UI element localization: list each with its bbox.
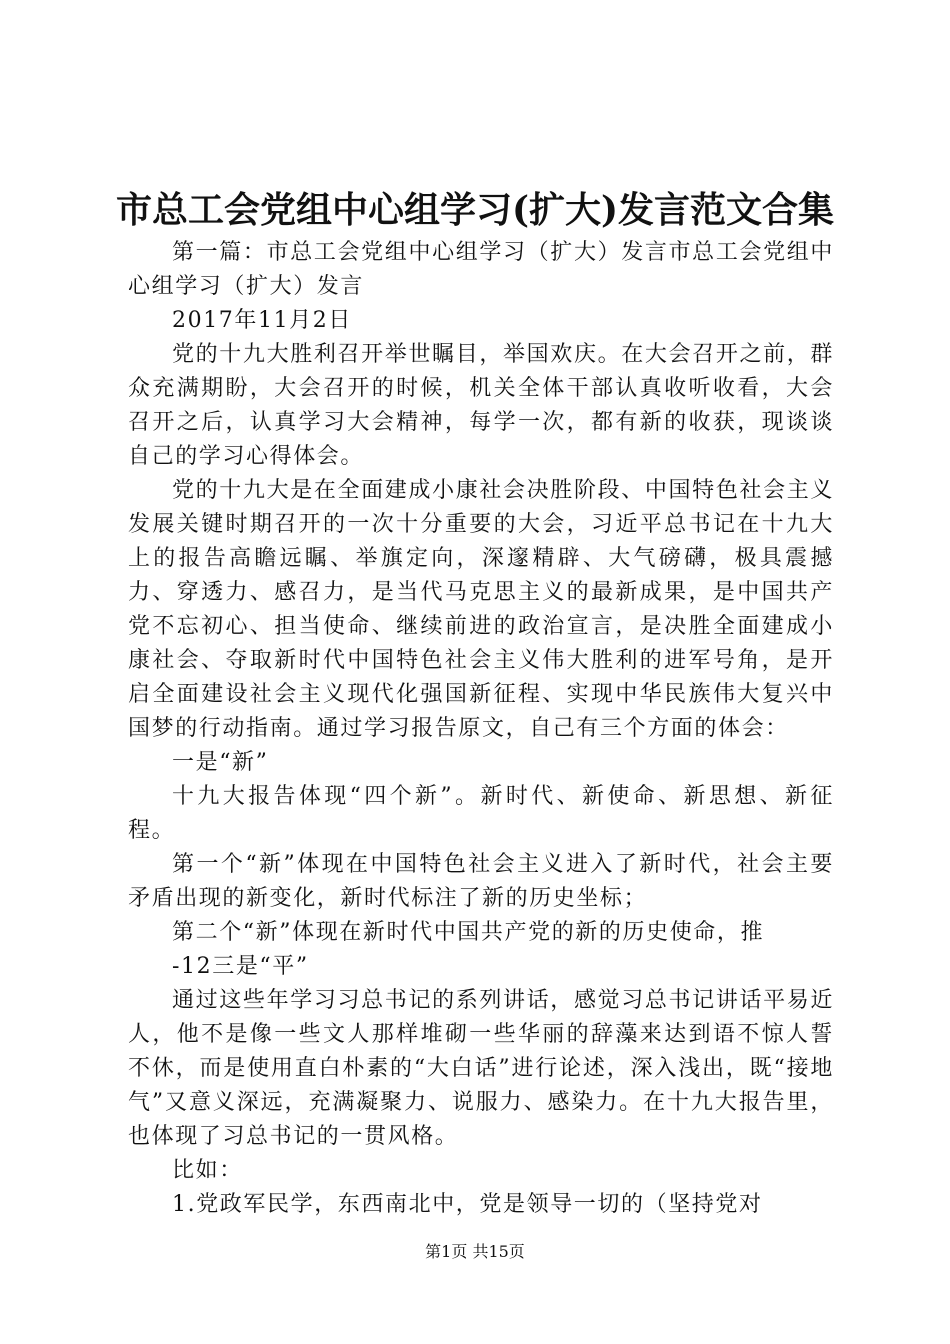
paragraph-date: 2017年11月2日 — [172, 308, 352, 333]
page-footer: 第1页 共15页 — [425, 1242, 525, 1261]
paragraph-heading-first-article: 第一篇：市总工会党组中心组学习（扩大）发言市总工会党组中心组学习（扩大）发言 — [128, 240, 834, 299]
paragraph-for-example: 比如： — [172, 1158, 243, 1183]
paragraph-intro: 党的十九大胜利召开举世瞩目，举国欢庆。在大会召开之前，群众充满期盼，大会召开的时候，机关全体干部认真收听收看，大会召开之后，认真学习大会精神，每学一次，都有新的收获，现谈谈自己的学习心得体会。 — [128, 342, 834, 469]
paragraph-first-new: 第一个“新”体现在中国特色社会主义进入了新时代，社会主要矛盾出现的新变化，新时代标注了新的历史坐标； — [128, 852, 834, 911]
paragraph-congress-significance: 党的十九大是在全面建成小康社会决胜阶段、中国特色社会主义发展关键时期召开的一次十分重要的大会，习近平总书记在十九大上的报告高瞻远瞩、举旗定向，深邃精辟、大气磅礴，极具震撼力、穿透力、感召力，是当代马克思主义的最新成果，是中国共产党不忘初心、担当使命、继续前进的政治宣言，是决胜全面建成小康社会、夺取新时代中国特色社会主义伟大胜利的进军号角，是开启全面建设社会主义现代化强国新征程、实现中华民族伟大复兴中国梦的行动指南。通过学习报告原文，自己有三个方面的体会： — [128, 478, 834, 741]
paragraph-point-three-heading: -12三是“平” — [172, 954, 309, 979]
paragraph-list-item-1: 1.党政军民学，东西南北中，党是领导一切的（坚持党对 — [172, 1192, 763, 1217]
paragraph-plain-style: 通过这些年学习习总书记的系列讲话，感觉习总书记讲话平易近人，他不是像一些文人那样堆砌一些华丽的辞藻来达到语不惊人誓不休，而是使用直白朴素的“大白话”进行论述，深入浅出，既“接地气”又意义深远，充满凝聚力、说服力、感染力。在十九大报告里，也体现了习总书记的一贯风格。 — [128, 988, 834, 1149]
paragraph-four-new: 十九大报告体现“四个新”。新时代、新使命、新思想、新征程。 — [128, 784, 834, 843]
document-title: 市总工会党组中心组学习(扩大)发言范文合集 — [115, 189, 835, 231]
paragraph-second-new: 第二个“新”体现在新时代中国共产党的新的历史使命，推 — [172, 920, 765, 945]
paragraph-point-one-heading: 一是“新” — [172, 750, 269, 775]
document-body — [128, 236, 834, 1222]
